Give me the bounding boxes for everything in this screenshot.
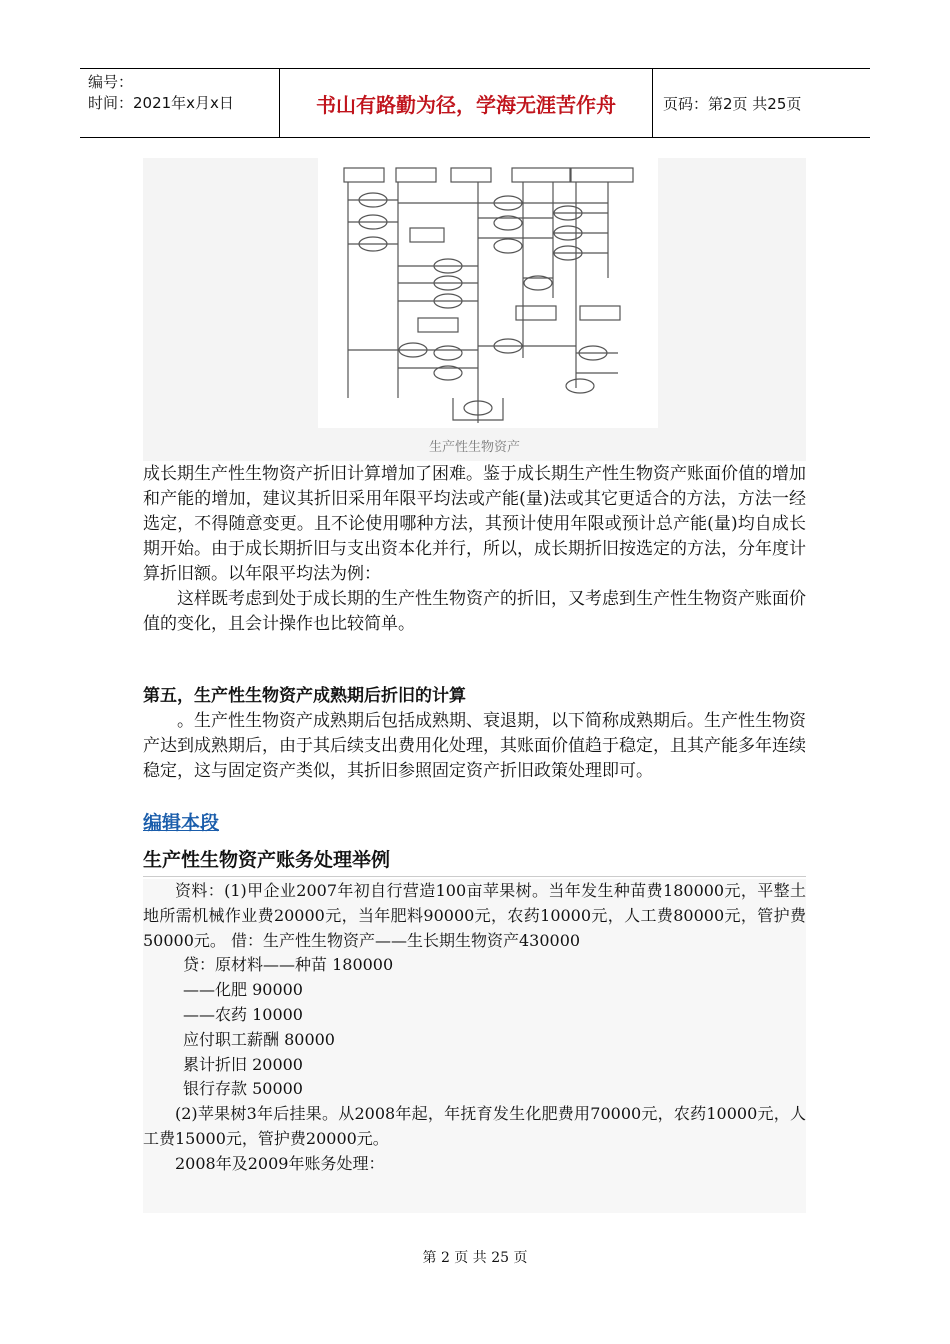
entry-line: 贷：原材料——种苗 180000: [183, 955, 394, 975]
edit-section-link[interactable]: 编辑本段: [143, 812, 220, 834]
divider: [143, 876, 806, 877]
paragraph-2: 这样既考虑到处于成长期的生产性生物资产的折旧，又考虑到生产性生物资产账面价值的变化，且会计操作也比较简单。: [143, 589, 806, 634]
entry-line: ——化肥 90000: [183, 980, 303, 1000]
header-motto: 书山有路勤为径，学海无涯苦作舟: [280, 69, 653, 137]
page-footer: 第 2 页 共 25 页: [422, 1250, 528, 1266]
section-five-heading: 第五，生产性生物资产成熟期后折旧的计算: [143, 686, 466, 706]
figure-caption: 生产性生物资产: [428, 440, 520, 455]
header-page-info: 页码：第2页 共25页: [663, 94, 802, 113]
example-paragraph-3: 2008年及2009年账务处理：: [175, 1153, 385, 1173]
body-text-1: [143, 462, 806, 637]
diagram-figure: [143, 158, 806, 461]
entry-line: 应付职工薪酬 80000: [183, 1029, 335, 1049]
example-block: [143, 879, 806, 1213]
header-meta: [80, 69, 280, 137]
page-header: [80, 68, 870, 138]
entry-line: 银行存款 50000: [183, 1079, 303, 1099]
number-label: 编号：: [88, 73, 134, 91]
example-paragraph-2: (2)苹果树3年后挂果。从2008年起，年抚育发生化肥费用70000元，农药10000元，人工费15000元，管护费20000元。: [143, 1104, 806, 1148]
time-label: 时间：2021年x月x日: [88, 94, 234, 112]
paragraph-1: 成长期生产性生物资产折旧计算增加了困难。鉴于成长期生产性生物资产账面价值的增加和产能的增加，建议其折旧采用年限平均法或产能(量)法或其它更适合的方法，方法一经选定，不得随意变更。且不论使用哪种方法，其预计使用年限或预计总产能(量)均自成长期开始。由于成长期折旧与支出资本化并行，所以，成长期折旧按选定的方法，分年度计算折旧额。以年限平均法为例：: [143, 464, 806, 584]
entry-line: 累计折旧 20000: [183, 1054, 303, 1074]
example-heading: 生产性生物资产账务处理举例: [143, 849, 391, 871]
body-text-2: [143, 709, 806, 784]
example-paragraph-1: 资料：(1)甲企业2007年初自行营造100亩苹果树。当年发生种苗费180000元，平整土地所需机械作业费20000元，当年肥料90000元，农药10000元，人工费80000元，管护费50000元。 借：生产性生物资产——生长期生物资产430000: [143, 881, 806, 950]
entry-line: ——农药 10000: [183, 1004, 303, 1024]
paragraph-3: 。生产性生物资产成熟期后包括成熟期、衰退期，以下简称成熟期后。生产性生物资产达到成熟期后，由于其后续支出费用化处理，其账面价值趋于稳定，且其产能多年连续稳定，这与固定资产类似，其折旧参照固定资产折旧政策处理即可。: [143, 711, 806, 781]
flow-diagram: [318, 158, 658, 428]
